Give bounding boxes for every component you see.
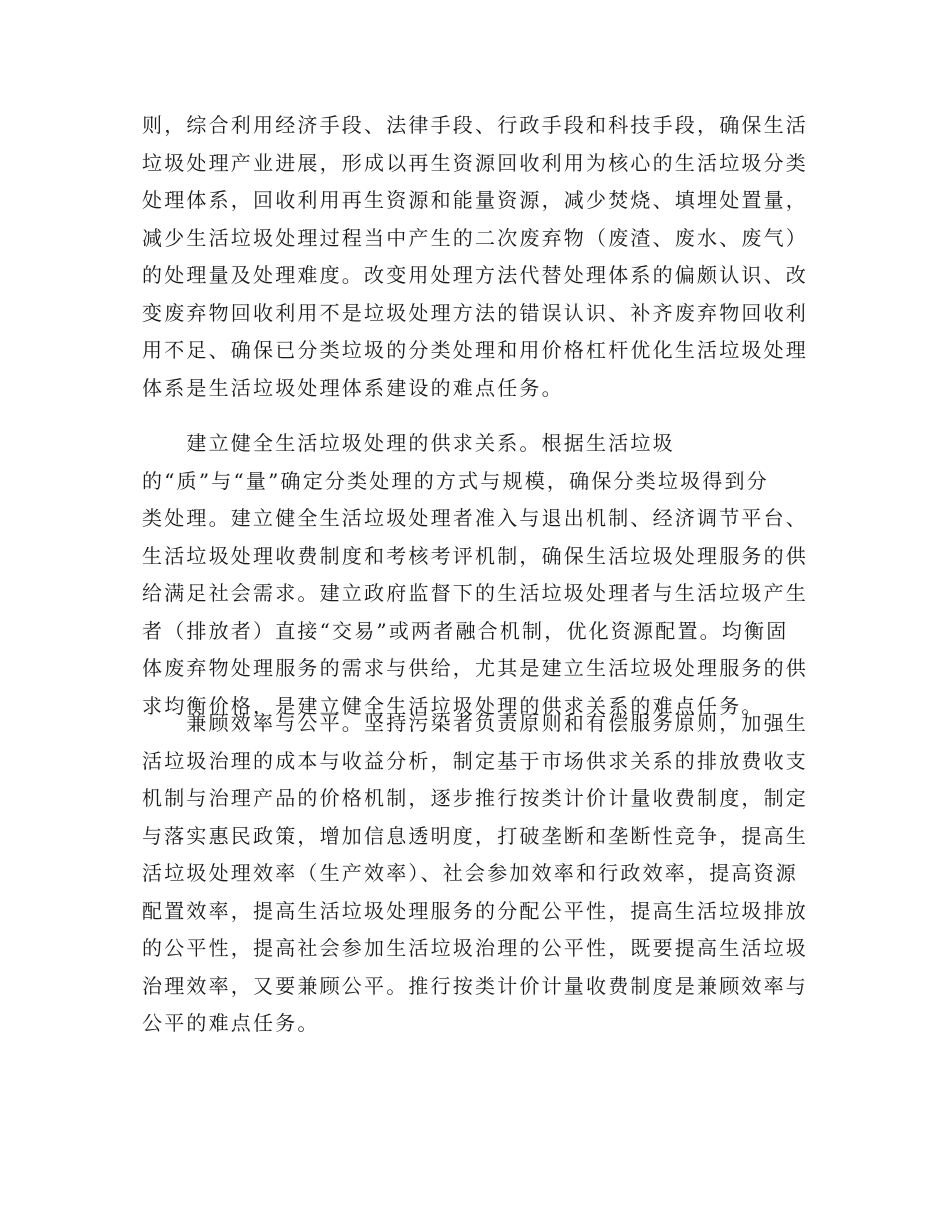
- text-line: 类处理。建立健全生活垃圾处理者准入与退出机制、经济调节平台、: [142, 506, 808, 530]
- paragraph-supply-demand: [142, 425, 812, 725]
- text-line: 机制与治理产品的价格机制，逐步推行按类计价计量收费制度，制定: [142, 786, 808, 810]
- text-line: 配置效率，提高生活垃圾处理服务的分配公平性，提高生活垃圾排放: [142, 898, 808, 923]
- text-line: 活垃圾处理效率（生产效率）、社会参加效率和行政效率，提高资源: [142, 861, 798, 885]
- text-line: 用不足、确保已分类垃圾的分类处理和用价格杠杆优化生活垃圾处理: [142, 338, 808, 362]
- text-line: 体系是生活垃圾处理体系建设的难点任务。: [142, 375, 564, 400]
- text-line: 给满足社会需求。建立政府监督下的生活垃圾处理者与生活垃圾产生: [142, 581, 808, 605]
- text-line: 处理体系，回收利用再生资源和能量资源，减少焚烧、填埋处置量，: [142, 188, 808, 212]
- text-line: 变废弃物回收利用不是垃圾处理方法的错误认识、补齐废弃物回收利: [142, 300, 808, 325]
- text-line: 生活垃圾处理收费制度和考核考评机制，确保生活垃圾处理服务的供: [142, 543, 808, 568]
- text-line: 的处理量及处理难度。改变用处理方法代替处理体系的偏颇认识、改: [142, 263, 808, 287]
- text-line: 与落实惠民政策，增加信息透明度，打破垄断和垄断性竞争，提高生: [142, 823, 808, 848]
- text-line: 者（排放者）直接“交易”或两者融合机制，优化资源配置。均衡固: [142, 618, 789, 643]
- text-line: 垃圾处理产业进展，形成以再生资源回收利用为核心的生活垃圾分类: [142, 150, 808, 175]
- text-line: 体废弃物处理服务的需求与供给，尤其是建立生活垃圾处理服务的供: [142, 656, 808, 680]
- text-line: 的“质”与“量”确定分类处理的方式与规模，确保分类垃圾得到分: [142, 468, 769, 493]
- text-line: 治理效率，又要兼顾公平。推行按类计价计量收费制度是兼顾效率与: [142, 973, 808, 998]
- text-line: 兼顾效率与公平。坚持污染者负责原则和有偿服务原则，加强生: [142, 711, 808, 735]
- text-line: 公平的难点任务。: [142, 1011, 320, 1035]
- text-line: 则，综合利用经济手段、法律手段、行政手段和科技手段，确保生活: [142, 113, 808, 137]
- text-line: 求均衡价格，是建立健全生活垃圾处理的供求关系的难点任务。: [142, 693, 764, 718]
- paragraph-efficiency-fairness: [142, 705, 812, 1043]
- text-line: 活垃圾治理的成本与收益分析，制定基于市场供求关系的排放费收支: [142, 748, 808, 773]
- text-line: 的公平性，提高社会参加生活垃圾治理的公平性，既要提高生活垃圾: [142, 936, 808, 960]
- text-line: 建立健全生活垃圾处理的供求关系。根据生活垃圾: [142, 431, 675, 455]
- paragraph-garbage-system: [142, 107, 812, 407]
- text-line: 减少生活垃圾处理过程当中产生的二次废弃物（废渣、废水、废气）: [142, 225, 808, 250]
